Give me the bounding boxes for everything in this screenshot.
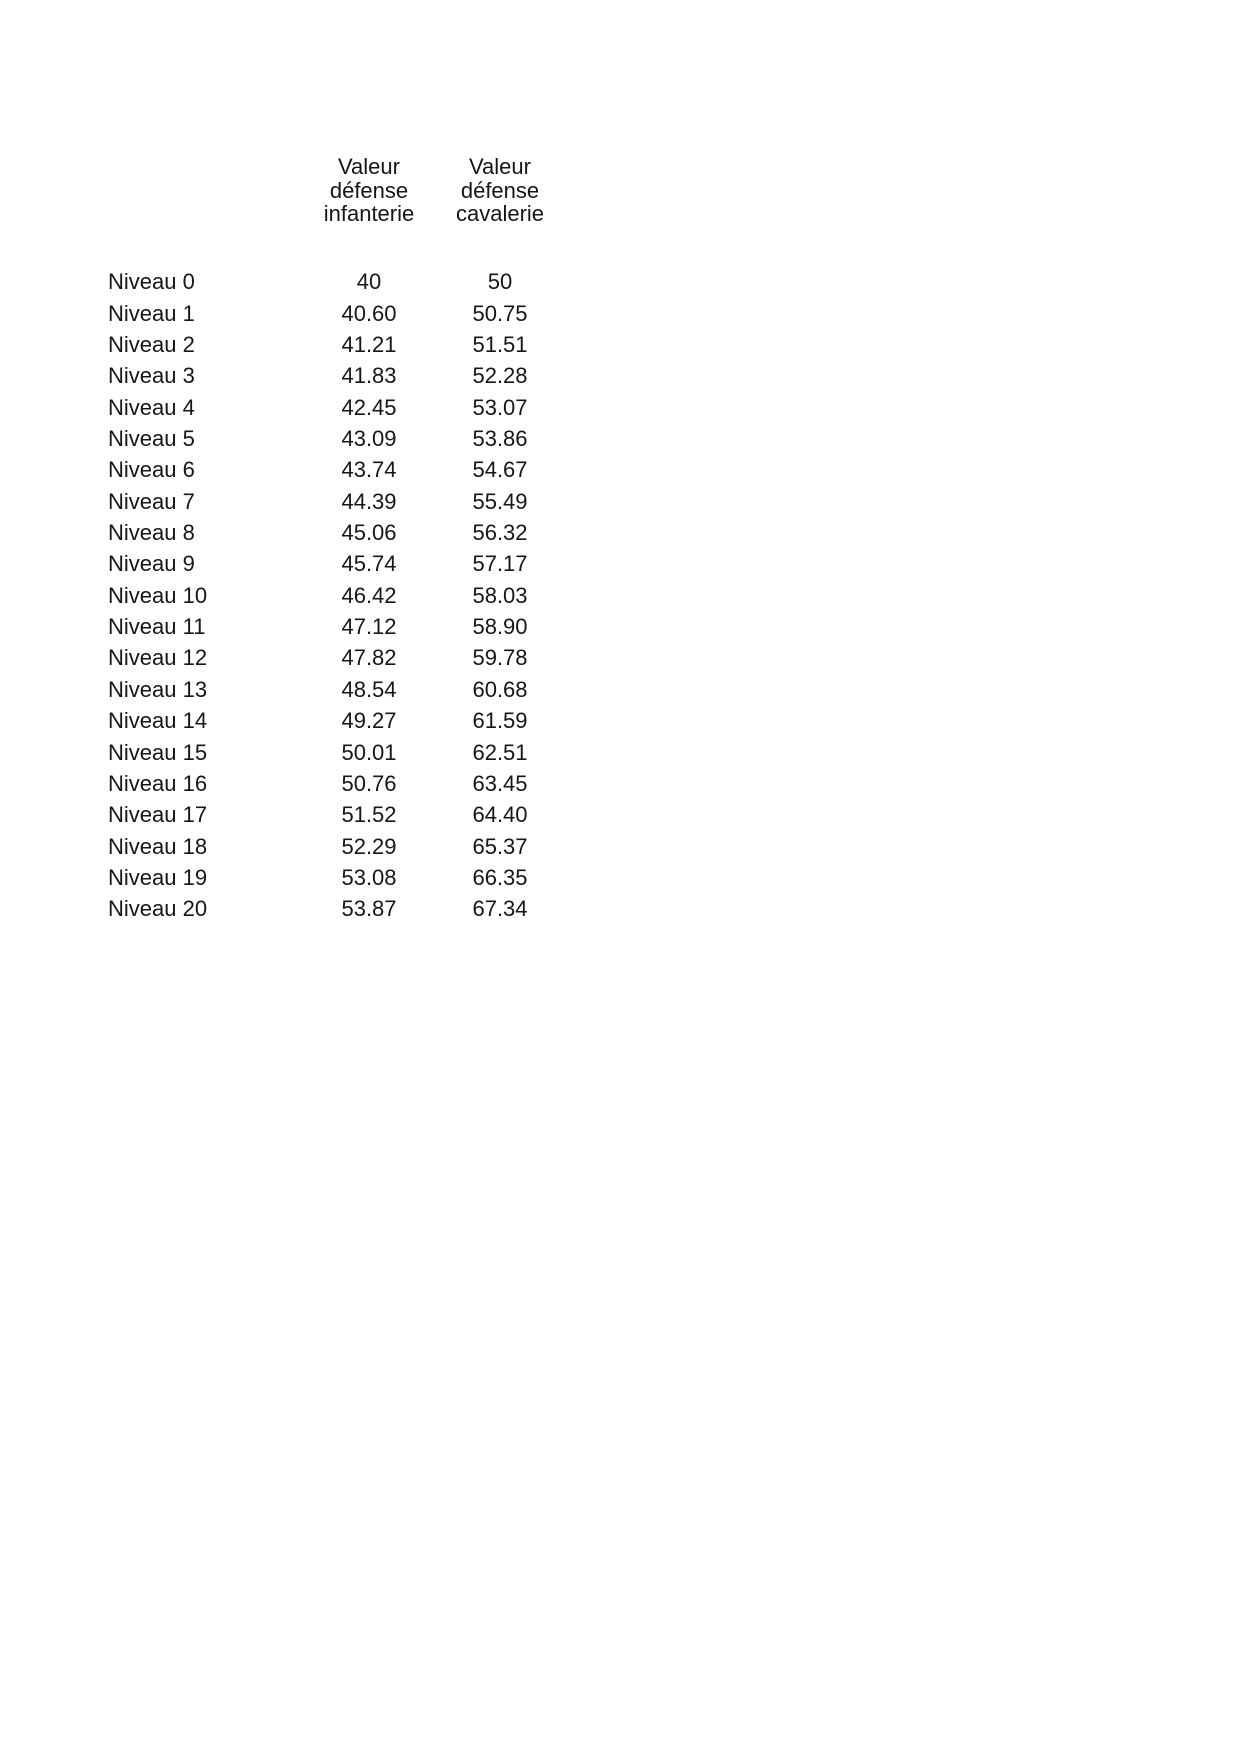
table-row <box>99 768 561 799</box>
infantry-defense-value: 41.83 <box>341 363 397 389</box>
infantry-defense-value: 42.45 <box>341 394 397 420</box>
header-line: infanterie <box>323 201 415 226</box>
infantry-defense-value: 41.21 <box>341 332 397 358</box>
header-spacer-cell <box>99 155 299 226</box>
cavalry-defense-value: 52.28 <box>472 363 528 389</box>
table-row <box>99 486 561 517</box>
level-label: Niveau 4 <box>108 394 195 420</box>
infantry-defense-value: 48.54 <box>341 676 397 702</box>
level-label: Niveau 2 <box>108 332 195 358</box>
header-body-gap <box>99 226 561 267</box>
table-header-row <box>99 155 561 226</box>
table-row <box>99 611 561 642</box>
cavalry-defense-value: 58.90 <box>472 614 528 640</box>
level-label: Niveau 8 <box>108 520 195 546</box>
level-label: Niveau 17 <box>108 802 208 828</box>
table-body <box>99 267 561 925</box>
cavalry-defense-value: 54.67 <box>472 457 528 483</box>
level-label: Niveau 1 <box>108 300 195 326</box>
cavalry-defense-value: 63.45 <box>472 770 528 796</box>
infantry-defense-value: 44.39 <box>341 488 397 514</box>
level-label: Niveau 13 <box>108 676 208 702</box>
infantry-defense-value: 52.29 <box>341 833 397 859</box>
infantry-defense-value: 50.01 <box>341 739 397 765</box>
level-label: Niveau 3 <box>108 363 195 389</box>
cavalry-defense-value: 55.49 <box>472 488 528 514</box>
level-label: Niveau 6 <box>108 457 195 483</box>
cavalry-defense-value: 66.35 <box>472 864 528 890</box>
cavalry-defense-value: 53.86 <box>472 426 528 452</box>
level-label: Niveau 20 <box>108 896 208 922</box>
table-row <box>99 674 561 705</box>
infantry-defense-value: 45.06 <box>341 520 397 546</box>
level-label: Niveau 18 <box>108 833 208 859</box>
cavalry-defense-value: 50 <box>487 269 513 295</box>
infantry-defense-value: 47.82 <box>341 645 397 671</box>
level-label: Niveau 11 <box>108 614 206 640</box>
table-row <box>99 298 561 329</box>
header-line: cavalerie <box>455 201 545 226</box>
infantry-defense-value: 40.60 <box>341 300 397 326</box>
cavalry-defense-value: 61.59 <box>472 708 528 734</box>
table-row <box>99 737 561 768</box>
level-label: Niveau 16 <box>108 770 208 796</box>
infantry-defense-value: 43.09 <box>341 426 397 452</box>
infantry-defense-value: 47.12 <box>341 614 397 640</box>
cavalry-defense-value: 62.51 <box>472 739 528 765</box>
table-row <box>99 580 561 611</box>
infantry-defense-value: 40 <box>356 269 382 295</box>
infantry-defense-value: 45.74 <box>341 551 397 577</box>
table-row <box>99 643 561 674</box>
cavalry-defense-value: 57.17 <box>472 551 528 577</box>
table-row <box>99 423 561 454</box>
defense-levels-table <box>99 155 561 925</box>
infantry-defense-value: 43.74 <box>341 457 397 483</box>
level-label: Niveau 19 <box>108 864 208 890</box>
header-line: Valeur <box>338 154 400 179</box>
cavalry-defense-value: 56.32 <box>472 520 528 546</box>
cavalry-defense-value: 67.34 <box>472 896 528 922</box>
cavalry-defense-value: 65.37 <box>472 833 528 859</box>
level-label: Niveau 9 <box>108 551 195 577</box>
cavalry-defense-value: 60.68 <box>472 676 528 702</box>
infantry-defense-value: 53.87 <box>341 896 397 922</box>
table-row <box>99 455 561 486</box>
level-label: Niveau 14 <box>108 708 208 734</box>
column-header-cavalry-defense <box>439 155 561 226</box>
table-row <box>99 894 561 925</box>
header-line: défense <box>329 177 409 203</box>
infantry-defense-value: 50.76 <box>341 770 397 796</box>
table-row <box>99 267 561 298</box>
table-row <box>99 862 561 893</box>
column-header-infantry-defense <box>299 155 439 226</box>
infantry-defense-value: 51.52 <box>341 802 397 828</box>
level-label: Niveau 12 <box>108 645 208 671</box>
cavalry-defense-value: 59.78 <box>472 645 528 671</box>
cavalry-defense-value: 53.07 <box>472 394 528 420</box>
header-line: défense <box>460 177 540 203</box>
table-row <box>99 549 561 580</box>
cavalry-defense-value: 64.40 <box>472 802 528 828</box>
cavalry-defense-value: 58.03 <box>472 582 528 608</box>
header-line: Valeur <box>469 154 531 179</box>
table-row <box>99 831 561 862</box>
table-row <box>99 706 561 737</box>
level-label: Niveau 15 <box>108 739 208 765</box>
infantry-defense-value: 46.42 <box>341 582 397 608</box>
cavalry-defense-value: 51.51 <box>472 332 528 358</box>
level-label: Niveau 0 <box>108 269 195 295</box>
table-row <box>99 800 561 831</box>
cavalry-defense-value: 50.75 <box>472 300 528 326</box>
level-label: Niveau 5 <box>108 426 195 452</box>
table-row <box>99 517 561 548</box>
level-label: Niveau 10 <box>108 582 208 608</box>
level-label: Niveau 7 <box>108 488 195 514</box>
infantry-defense-value: 49.27 <box>341 708 397 734</box>
table-row <box>99 361 561 392</box>
infantry-defense-value: 53.08 <box>341 864 397 890</box>
table-row <box>99 392 561 423</box>
table-row <box>99 329 561 360</box>
